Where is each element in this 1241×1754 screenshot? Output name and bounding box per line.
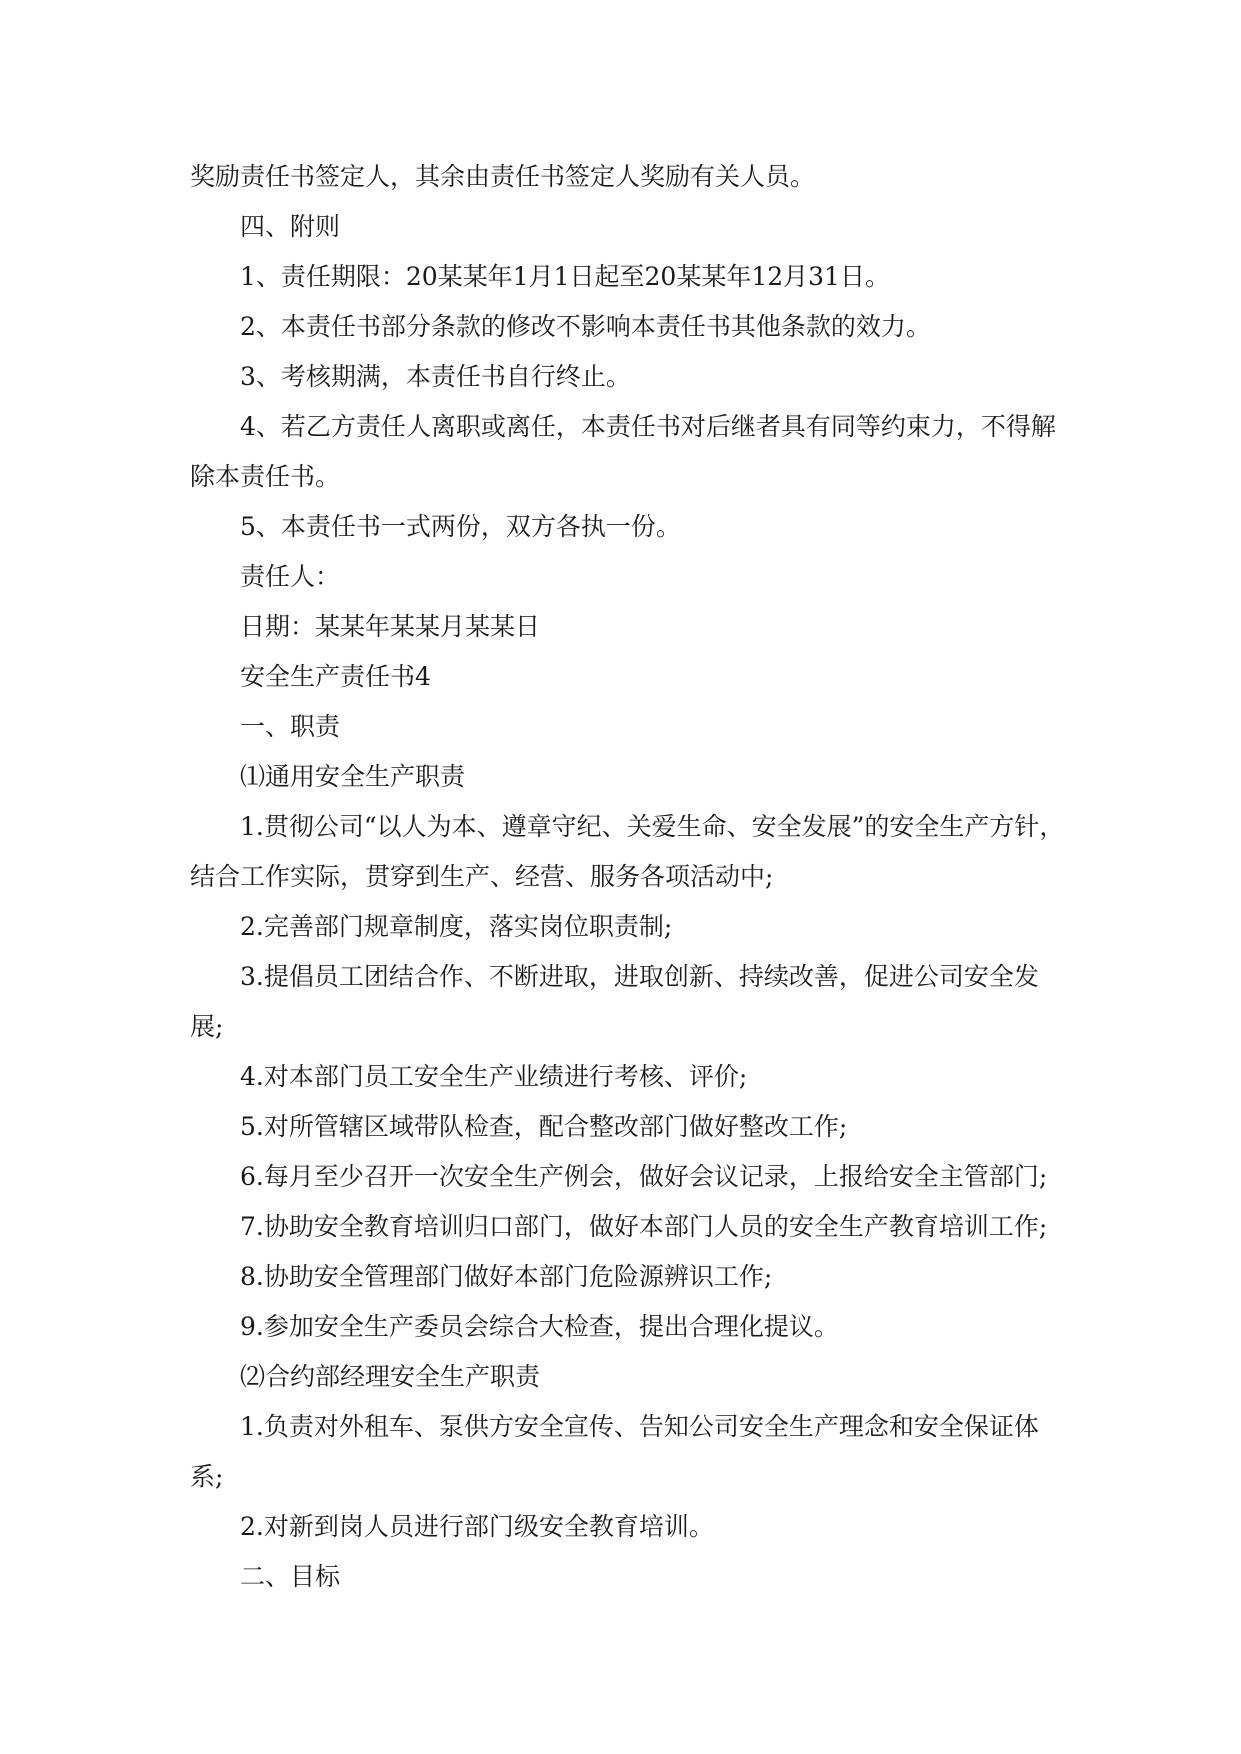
- duty-item-4: 4.对本部门员工安全生产业绩进行考核、评价;: [240, 1062, 748, 1091]
- paragraph-continuation: 奖励责任书签定人，其余由责任书签定人奖励有关人员。: [190, 162, 816, 191]
- duty-item-3: 3.提倡员工团结合作、不断进取，进取创新、持续改善，促进公司安全发展;: [190, 962, 1039, 1041]
- appendix-item-1: 1、责任期限：20某某年1月1日起至20某某年12月31日。: [240, 262, 890, 291]
- document-title-4: 安全生产责任书4: [240, 662, 431, 691]
- section-heading-appendix: 四、附则: [240, 212, 341, 241]
- appendix-item-4: 4、若乙方责任人离职或离任，本责任书对后继者具有同等约束力，不得解除本责任书。: [190, 412, 1056, 491]
- duty-item-7: 7.协助安全教育培训归口部门，做好本部门人员的安全生产教育培训工作;: [240, 1212, 1048, 1241]
- appendix-item-3: 3、考核期满，本责任书自行终止。: [240, 362, 631, 391]
- duty-item-6: 6.每月至少召开一次安全生产例会，做好会议记录，上报给安全主管部门;: [240, 1162, 1048, 1191]
- contract-duty-item-2: 2.对新到岗人员进行部门级安全教育培训。: [240, 1512, 714, 1541]
- section-heading-duties: 一、职责: [240, 712, 341, 741]
- duty-item-2: 2.完善部门规章制度，落实岗位职责制;: [240, 912, 673, 941]
- duty-item-1: 1.贯彻公司“以人为本、遵章守纪、关爱生命、安全发展”的安全生产方针，结合工作实际，贯穿到生产、经营、服务各项活动中;: [190, 812, 1065, 891]
- appendix-item-5: 5、本责任书一式两份，双方各执一份。: [240, 512, 681, 541]
- subsection-heading-contract-manager: ⑵合约部经理安全生产职责: [240, 1362, 541, 1391]
- duty-item-5: 5.对所管辖区域带队检查，配合整改部门做好整改工作;: [240, 1112, 848, 1141]
- section-heading-goals: 二、目标: [240, 1562, 341, 1591]
- duty-item-9: 9.参加安全生产委员会综合大检查，提出合理化提议。: [240, 1312, 839, 1341]
- signature-date: 日期：某某年某某月某某日: [240, 612, 541, 641]
- signature-responsible-person: 责任人：: [240, 562, 341, 591]
- document-body: [190, 152, 1070, 1602]
- contract-duty-item-1: 1.负责对外租车、泵供方安全宣传、告知公司安全生产理念和安全保证体系;: [190, 1412, 1039, 1491]
- subsection-heading-general-duties: ⑴通用安全生产职责: [240, 762, 466, 791]
- appendix-item-2: 2、本责任书部分条款的修改不影响本责任书其他条款的效力。: [240, 312, 931, 341]
- duty-item-8: 8.协助安全管理部门做好本部门危险源辨识工作;: [240, 1262, 773, 1291]
